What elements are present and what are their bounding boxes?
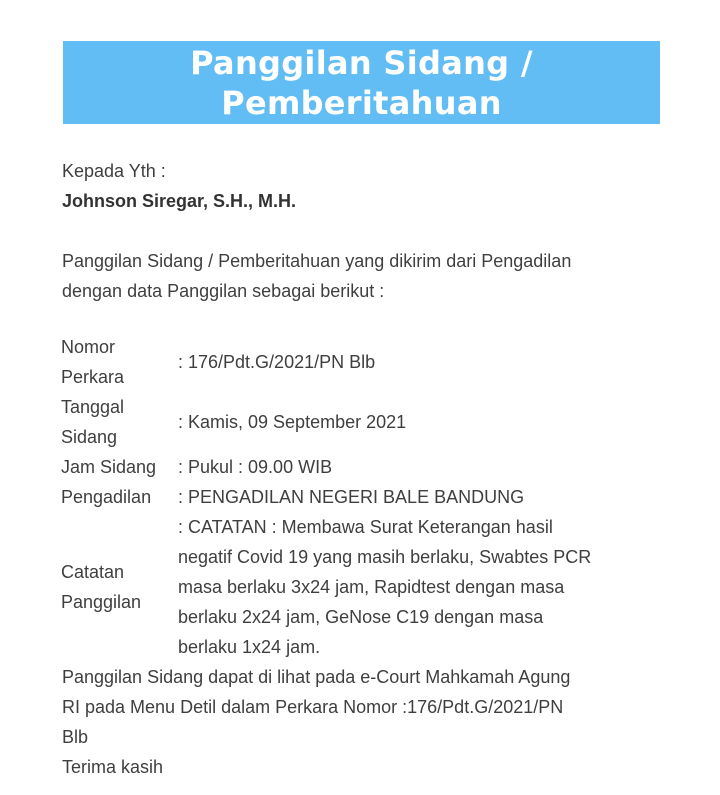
intro-line-2: dengan data Panggilan sebagai berikut : [62, 281, 385, 301]
label-panggilan: Panggilan [61, 592, 142, 612]
label-sidang: Sidang [61, 427, 118, 447]
label-nomor: Nomor [61, 337, 116, 357]
label-jam-sidang: Jam Sidang [61, 457, 157, 477]
spacer [62, 216, 662, 246]
detail-label [61, 392, 177, 452]
spacer [62, 306, 662, 332]
label-tanggal: Tanggal [61, 397, 125, 417]
header-banner [63, 41, 660, 124]
intro-paragraph [62, 246, 662, 306]
detail-row-nomor-perkara [61, 332, 591, 392]
note-line-3: masa berlaku 3x24 jam, Rapidtest dengan masa [178, 577, 565, 597]
footer-line-2: RI pada Menu Detil dalam Perkara Nomor :176/Pdt.G/2021/PN [62, 697, 564, 717]
banner-title-line-1: Panggilan Sidang / [190, 43, 533, 82]
detail-row-catatan-panggilan [61, 512, 591, 662]
hearing-date-value: : Kamis, 09 September 2021 [178, 412, 407, 432]
footer-line-3: Blb [62, 727, 89, 747]
detail-label [61, 512, 177, 662]
detail-label [61, 332, 177, 392]
banner-title-line-2: Pemberitahuan [221, 83, 502, 122]
note-line-4: berlaku 2x24 jam, GeNose C19 dengan masa [178, 607, 544, 627]
intro-line-1: Panggilan Sidang / Pemberitahuan yang dikirim dari Pengadilan [62, 251, 572, 271]
closing: Terima kasih [62, 757, 164, 777]
note-line-5: berlaku 1x24 jam. [178, 637, 321, 657]
case-number-value: : 176/Pdt.G/2021/PN Blb [178, 352, 376, 372]
footer-line-1: Panggilan Sidang dapat di lihat pada e-Court Mahkamah Agung [62, 667, 571, 687]
footer-paragraph [62, 662, 662, 752]
detail-row-jam-sidang [61, 452, 591, 482]
detail-row-pengadilan [61, 482, 591, 512]
label-perkara: Perkara [61, 367, 125, 387]
note-value [177, 512, 591, 662]
note-line-1: : CATATAN : Membawa Surat Keterangan hasil [178, 517, 553, 537]
detail-row-tanggal-sidang [61, 392, 591, 452]
note-line-2: negatif Covid 19 yang masih berlaku, Swabtes PCR [178, 547, 592, 567]
hearing-time-value: : Pukul : 09.00 WIB [178, 457, 333, 477]
label-pengadilan: Pengadilan [61, 487, 152, 507]
court-value: : PENGADILAN NEGERI BALE BANDUNG [178, 487, 525, 507]
message-content [62, 156, 662, 782]
greeting: Kepada Yth : [62, 161, 166, 181]
recipient-name: Johnson Siregar, S.H., M.H. [62, 191, 297, 211]
summons-details-table [61, 332, 591, 662]
label-catatan: Catatan [61, 562, 125, 582]
